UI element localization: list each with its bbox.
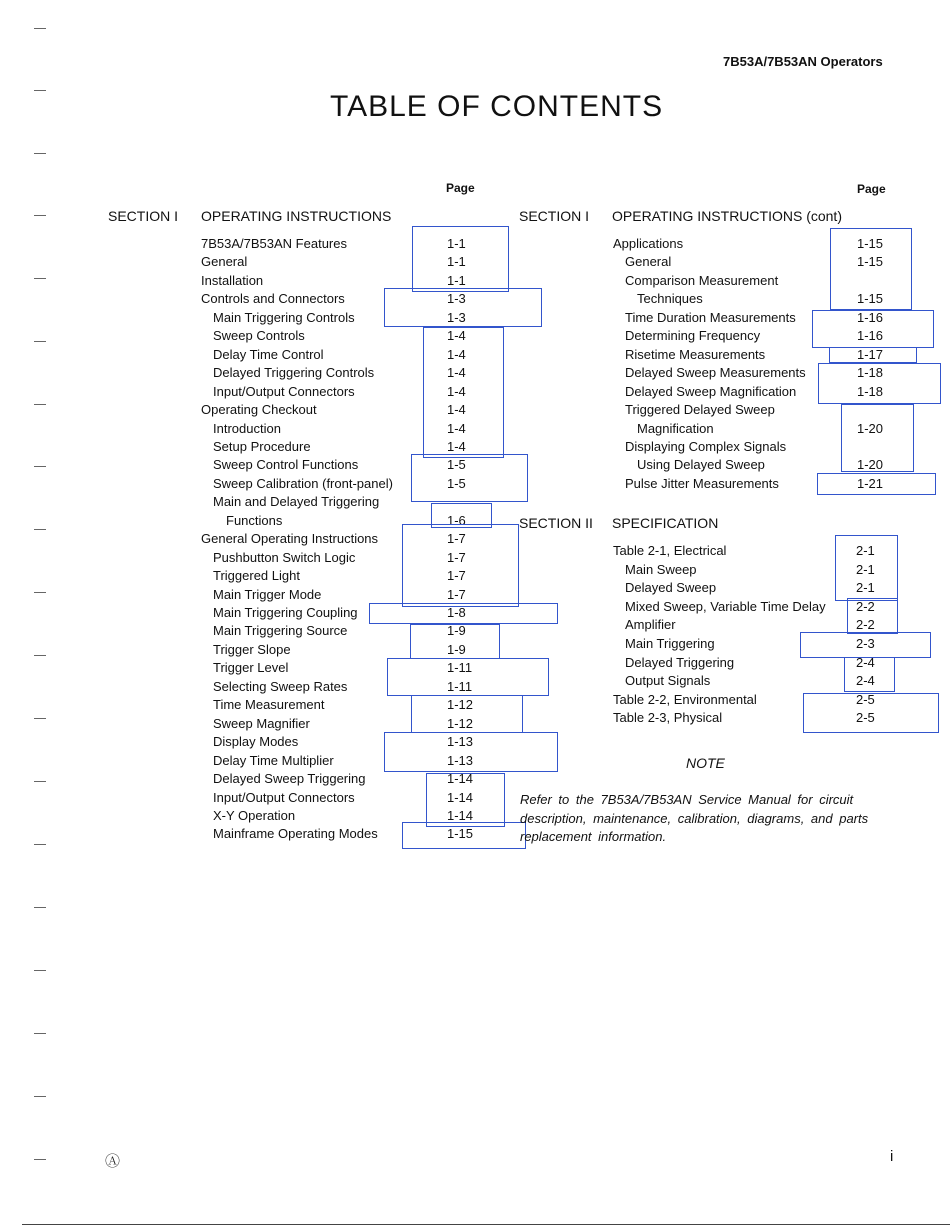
page-edge-line xyxy=(22,1224,950,1225)
annotation-box xyxy=(847,598,898,634)
margin-tick xyxy=(34,844,46,845)
annotation-box xyxy=(387,658,549,696)
toc-entry-title: Display Modes xyxy=(213,734,299,750)
toc-entry-page: 1-4 xyxy=(447,346,466,362)
toc-entry-title: Delayed Sweep Magnification xyxy=(625,383,797,399)
toc-entry-title: Triggered Delayed Sweep xyxy=(625,402,775,418)
page-title: TABLE OF CONTENTS xyxy=(330,90,664,123)
margin-tick xyxy=(34,592,46,593)
annotation-box xyxy=(426,773,505,827)
toc-entry-page: 2-4 xyxy=(856,654,875,670)
toc-entry-title: Trigger Slope xyxy=(213,641,291,657)
toc-entry-page: 1-15 xyxy=(857,254,884,270)
toc-entry-page: 1-14 xyxy=(447,771,474,787)
toc-entry-page: 1-4 xyxy=(447,365,466,381)
toc-entry-title: Delayed Triggering xyxy=(625,654,735,670)
toc-entry-title: 7B53A/7B53AN Features xyxy=(201,236,347,251)
toc-entry-page: 1-7 xyxy=(447,531,466,547)
toc-entry-page: 1-7 xyxy=(447,586,466,602)
toc-entry-page: 1-4 xyxy=(447,383,466,399)
toc-entry-title: Determining Frequency xyxy=(625,328,761,344)
annotation-box xyxy=(803,693,939,733)
toc-entry-page: 1-16 xyxy=(857,328,884,344)
margin-tick xyxy=(34,153,46,154)
toc-entry-page: 1-1 xyxy=(447,254,466,270)
margin-tick xyxy=(34,655,46,656)
toc-entry-page: 1-12 xyxy=(447,697,474,713)
toc-entry-page: 1-21 xyxy=(857,475,884,491)
toc-entry-page: 1-6 xyxy=(447,512,466,528)
margin-tick xyxy=(34,718,46,719)
toc-entry-page: 1-14 xyxy=(447,789,474,805)
toc-entry-page: 1-9 xyxy=(447,641,466,657)
toc-entry-page: 1-5 xyxy=(447,457,466,473)
toc-entry-title: General xyxy=(201,254,248,270)
toc-entry-title: Selecting Sweep Rates xyxy=(213,678,348,694)
margin-tick xyxy=(34,970,46,971)
toc-entry-page: 2-1 xyxy=(856,561,875,577)
page-column-label-right: Page xyxy=(857,182,886,196)
toc-entry-page: 1-20 xyxy=(857,420,884,436)
toc-entry-title: Techniques xyxy=(637,291,703,307)
margin-tick xyxy=(34,781,46,782)
toc-entry-title: Sweep Magnifier xyxy=(213,715,310,731)
toc-entry-title: Delayed Sweep Measurements xyxy=(625,365,806,381)
toc-entry-title: X-Y Operation xyxy=(213,807,296,823)
toc-entry-title: Time Duration Measurements xyxy=(625,309,796,325)
toc-entry-page: 1-4 xyxy=(447,402,466,418)
toc-entry-title: Delayed Sweep xyxy=(625,580,717,596)
margin-tick xyxy=(34,28,46,29)
left-section-label: SECTION I xyxy=(108,208,179,224)
toc-entry-title: Output Signals xyxy=(625,673,711,689)
toc-entry-page: 1-3 xyxy=(447,309,466,325)
section-2-title: SPECIFICATION xyxy=(612,515,719,531)
toc-entry-title: Applications xyxy=(613,236,684,251)
toc-entry-title: Displaying Complex Signals xyxy=(625,438,787,454)
annotation-box xyxy=(817,473,936,495)
toc-entry-page: 1-11 xyxy=(447,660,473,676)
toc-entry-page: 1-18 xyxy=(857,383,884,399)
margin-tick xyxy=(34,907,46,908)
toc-entry-page: 2-1 xyxy=(856,580,875,596)
toc-entry-page: 1-18 xyxy=(857,365,884,381)
toc-entry-page: 1-14 xyxy=(447,807,474,823)
toc-entry-title: Sweep Calibration (front-panel) xyxy=(213,475,393,491)
toc-entry-page: 1-1 xyxy=(447,236,466,251)
annotation-box xyxy=(841,404,914,472)
annotation-box xyxy=(835,535,898,601)
toc-entry-title: Risetime Measurements xyxy=(625,346,766,362)
margin-tick xyxy=(34,1159,46,1160)
toc-entry-title: Installation xyxy=(201,272,264,288)
toc-entry-title: Table 2-2, Environmental xyxy=(613,691,757,707)
margin-tick xyxy=(34,1096,46,1097)
margin-tick xyxy=(34,1033,46,1034)
margin-tick xyxy=(34,90,46,91)
toc-entry-title: Table 2-1, Electrical xyxy=(613,543,727,558)
toc-entry-title: Pushbutton Switch Logic xyxy=(213,549,356,565)
toc-entry-title: Sweep Control Functions xyxy=(213,457,359,473)
toc-entry-title: Amplifier xyxy=(625,617,676,633)
margin-tick xyxy=(34,278,46,279)
toc-entry-page: 1-11 xyxy=(447,678,473,694)
toc-entry-title: Input/Output Connectors xyxy=(213,789,355,805)
toc-entry-page: 1-8 xyxy=(447,605,466,620)
toc-entry-page: 1-3 xyxy=(447,291,466,307)
toc-entry-title: Trigger Level xyxy=(213,660,289,676)
toc-entry-title: Main Triggering Source xyxy=(213,623,348,639)
annotation-box xyxy=(411,695,523,733)
note-line: Refer to the 7B53A/7B53AN Service Manual for circuit xyxy=(520,792,854,807)
toc-entry-page: 1-15 xyxy=(447,826,474,842)
page-column-label-left: Page xyxy=(446,181,475,195)
toc-entry-title: Triggered Light xyxy=(213,568,300,584)
toc-entry-page: 2-5 xyxy=(856,710,875,726)
toc-entry-page: 2-2 xyxy=(856,617,875,633)
annotation-box xyxy=(829,347,917,363)
margin-tick xyxy=(34,215,46,216)
toc-entry-title: Main Triggering Coupling xyxy=(213,605,358,620)
note-line: description, maintenance, calibration, diagrams, and parts xyxy=(520,811,869,826)
right-section-title: OPERATING INSTRUCTIONS (cont) xyxy=(612,208,842,224)
toc-entry-title: Main Sweep xyxy=(625,561,697,577)
toc-entry-title: Main and Delayed Triggering xyxy=(213,494,380,510)
toc-entry-page: 1-7 xyxy=(447,568,466,584)
toc-entry-title: Mainframe Operating Modes xyxy=(213,826,378,842)
toc-entry-page: 1-15 xyxy=(857,236,884,251)
annotation-box xyxy=(384,288,542,327)
toc-entry-title: Main Triggering xyxy=(625,636,715,651)
toc-entry-title: Using Delayed Sweep xyxy=(637,457,765,473)
toc-entry-title: Main Trigger Mode xyxy=(213,586,322,602)
toc-entry-page: 1-9 xyxy=(447,623,466,639)
annotation-box xyxy=(369,603,558,624)
annotation-box xyxy=(412,226,509,292)
toc-entry-title: Functions xyxy=(226,512,283,528)
toc-entry-title: Controls and Connectors xyxy=(201,291,345,307)
toc-entry-title: Sweep Controls xyxy=(213,328,305,344)
toc-entry-title: Mixed Sweep, Variable Time Delay xyxy=(625,598,826,614)
toc-entry-title: Pulse Jitter Measurements xyxy=(625,475,779,491)
toc-entry-page: 1-12 xyxy=(447,715,474,731)
annotation-box xyxy=(830,228,912,310)
note-heading: NOTE xyxy=(686,755,725,771)
toc-entry-title: Operating Checkout xyxy=(201,402,317,418)
toc-entry-page: 1-5 xyxy=(447,475,466,491)
publisher-logo: Ⓐ xyxy=(105,1153,121,1170)
toc-entry-page: 1-16 xyxy=(857,309,884,325)
left-section-title: OPERATING INSTRUCTIONS xyxy=(201,208,392,224)
annotation-box xyxy=(402,524,519,607)
toc-entry-title: Input/Output Connectors xyxy=(213,383,355,399)
toc-entry-page: 2-1 xyxy=(856,543,875,558)
margin-tick xyxy=(34,466,46,467)
toc-entry-page: 1-20 xyxy=(857,457,884,473)
note-line: replacement information. xyxy=(520,829,667,844)
toc-entry-page: 2-4 xyxy=(856,673,875,689)
right-section-label: SECTION I xyxy=(519,208,590,224)
annotation-box xyxy=(384,732,558,772)
annotation-box xyxy=(411,454,528,502)
toc-entry-title: Delay Time Control xyxy=(213,346,324,362)
toc-entry-title: Time Measurement xyxy=(213,697,325,713)
annotation-box xyxy=(844,654,895,692)
toc-entry-page: 1-1 xyxy=(447,272,466,288)
annotation-box xyxy=(818,363,941,404)
toc-entry-page: 2-2 xyxy=(856,598,875,614)
margin-tick xyxy=(34,404,46,405)
margin-tick xyxy=(34,341,46,342)
toc-entry-title: Delay Time Multiplier xyxy=(213,752,334,768)
toc-entry-page: 1-4 xyxy=(447,420,466,436)
toc-entry-page: 2-3 xyxy=(856,636,875,651)
toc-entry-title: Setup Procedure xyxy=(213,438,311,454)
section-2-label: SECTION II xyxy=(519,515,593,531)
page-number: i xyxy=(890,1148,894,1165)
toc-entry-title: Comparison Measurement xyxy=(625,272,779,288)
toc-entry-page: 1-7 xyxy=(447,549,466,565)
toc-entry-page: 1-4 xyxy=(447,328,466,344)
annotation-box xyxy=(812,310,934,348)
toc-entry-page: 1-4 xyxy=(447,438,466,454)
annotation-box xyxy=(800,632,931,658)
toc-entry-page: 1-17 xyxy=(857,346,884,362)
toc-entry-title: General Operating Instructions xyxy=(201,531,379,547)
toc-entry-page: 2-5 xyxy=(856,691,875,707)
toc-entry-title: Introduction xyxy=(213,420,281,436)
margin-tick xyxy=(34,529,46,530)
toc-entry-title: Magnification xyxy=(637,420,714,436)
toc-entry-page: 1-13 xyxy=(447,752,474,768)
toc-entry-title: General xyxy=(625,254,672,270)
toc-entry-title: Delayed Sweep Triggering xyxy=(213,771,366,787)
manual-header: 7B53A/7B53AN Operators xyxy=(723,54,883,69)
annotation-box xyxy=(402,822,526,849)
toc-entry-page: 1-15 xyxy=(857,291,884,307)
toc-entry-title: Main Triggering Controls xyxy=(213,309,355,325)
toc-entry-title: Delayed Triggering Controls xyxy=(213,365,375,381)
annotation-box xyxy=(423,327,504,458)
toc-entry-title: Table 2-3, Physical xyxy=(613,710,723,726)
toc-entry-page: 1-13 xyxy=(447,734,474,750)
annotation-box xyxy=(410,624,500,659)
